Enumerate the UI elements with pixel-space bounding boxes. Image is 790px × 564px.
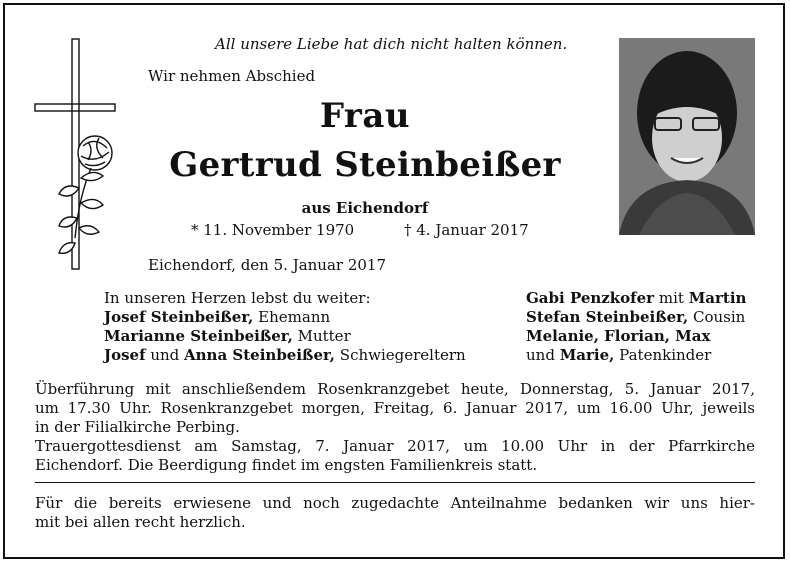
birth-date: * 11. November 1970 (191, 221, 355, 239)
mourner-line: Josef und Anna Steinbeißer, Schwiegereltern (104, 346, 466, 364)
service-paragraph-1 (35, 380, 755, 437)
paragraph-line: Für die bereits erwiesene und noch zugedachte Anteilnahme bedanken wir uns hier- (35, 494, 755, 512)
salutation: Frau (319, 96, 411, 136)
mourner-line: und Marie, Patenkinder (526, 346, 712, 364)
mourner-line: Stefan Steinbeißer, Cousin (526, 308, 746, 326)
paragraph-line: Überführung mit anschließendem Rosenkranzgebet heute, Donnerstag, 5. Januar 2017, (35, 380, 755, 398)
quote: All unsere Liebe hat dich nicht halten können. (215, 35, 568, 53)
paragraph-line: in der Filialkirche Perbing. (35, 418, 240, 436)
origin: aus Eichendorf (301, 199, 429, 217)
mourners-left (104, 289, 466, 365)
mourners-right (526, 289, 746, 365)
paragraph-line: Eichendorf. Die Beerdigung findet im engsten Familienkreis statt. (35, 456, 538, 474)
mourner-line: Marianne Steinbeißer, Mutter (104, 327, 351, 345)
mourner-line: Josef Steinbeißer, Ehemann (104, 308, 331, 326)
service-paragraph-2 (35, 437, 755, 475)
deceased-name: Gertrud Steinbeißer (169, 145, 561, 185)
mourner-line: In unseren Herzen lebst du weiter: (104, 289, 371, 307)
mourner-line: Gabi Penzkofer mit Martin (526, 289, 747, 307)
death-date: † 4. Januar 2017 (404, 221, 529, 239)
paragraph-line: mit bei allen recht herzlich. (35, 513, 246, 531)
paragraph-line: Trauergottesdienst am Samstag, 7. Januar 2017, um 10.00 Uhr in der Pfarrkirche (35, 437, 755, 455)
thanks-paragraph (35, 494, 755, 532)
divider (35, 482, 755, 483)
intro-text: Wir nehmen Abschied (148, 67, 316, 85)
paragraph-line: um 17.30 Uhr. Rosenkranzgebet morgen, Freitag, 6. Januar 2017, um 16.00 Uhr, jeweils (35, 399, 755, 417)
mourner-line: Melanie, Florian, Max (526, 327, 711, 345)
place-date: Eichendorf, den 5. Januar 2017 (148, 256, 387, 274)
